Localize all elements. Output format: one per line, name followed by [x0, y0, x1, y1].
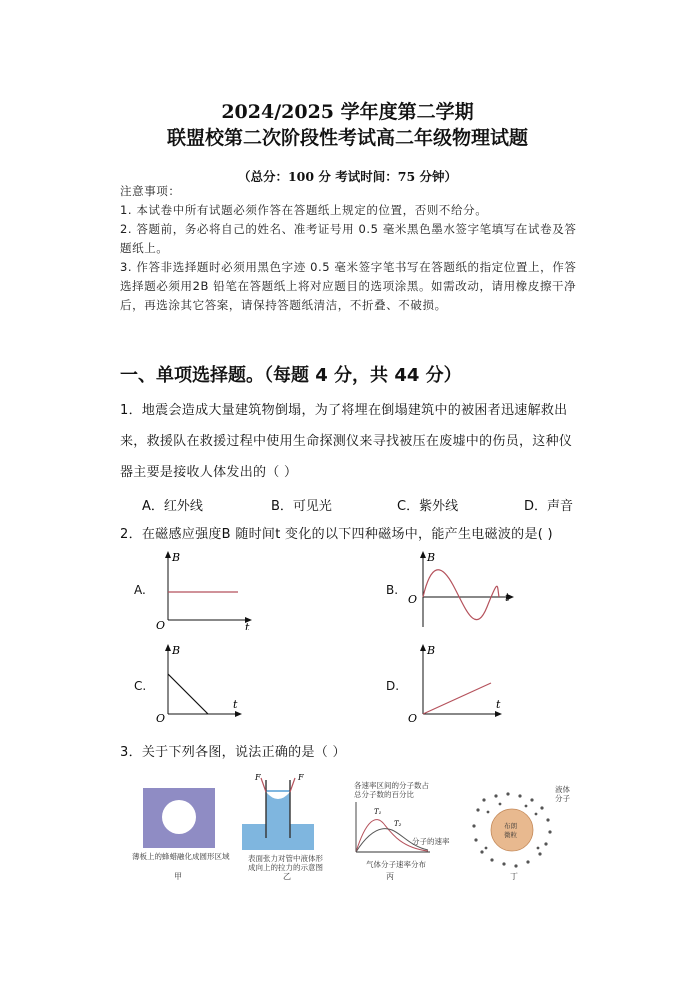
fig-ding-label: 丁	[510, 872, 518, 881]
graph-b-origin: O	[408, 593, 418, 606]
fig-jia-plate	[143, 788, 215, 848]
question-2-stem: 2．在磁感应强度B 随时间t 变化的以下四种磁场中，能产生电磁波的是( )	[120, 527, 553, 542]
exam-title-line1: 2024/2025 学年度第二学期	[221, 101, 474, 123]
notice-item-2: 2. 答题前，务必将自己的姓名、准考证号用 0.5 毫米黑色墨水签字笔填写在试卷及答题纸上。	[120, 222, 577, 255]
graph-d-origin: O	[408, 712, 418, 723]
graph-b-sine	[423, 570, 499, 620]
brownian-particle	[491, 809, 533, 851]
fig-bing-caption: 气体分子速率分布	[366, 860, 426, 869]
graph-c-b-label: B	[172, 644, 181, 657]
graph-d-b-label: B	[427, 644, 436, 657]
q1-option-d: D．声音	[524, 499, 574, 514]
q1-option-a: A．红外线	[142, 499, 203, 514]
q2-label-c: C.	[134, 679, 147, 693]
fig-ding-liquid-label: 液体分子	[555, 785, 570, 803]
q2-label-b: B.	[386, 583, 399, 597]
fig-ding-brownian	[470, 790, 556, 870]
graph-b-y-arrow	[420, 551, 426, 558]
force-arrow-right	[290, 778, 295, 792]
question-3-stem: 3．关于下列各图，说法正确的是（ ）	[120, 745, 346, 760]
fig-yi-caption: 表面张力对管中液体形成向上的拉力的示意图	[248, 854, 323, 872]
particle-label-line2: 微粒	[504, 831, 517, 839]
q1-option-c: C．紫外线	[397, 499, 459, 514]
graph-a-b-label: B	[172, 551, 181, 564]
exam-title-line2: 联盟校第二次阶段性考试高二年级物理试题	[166, 127, 528, 149]
fig-bing-distribution	[350, 800, 435, 858]
fig-bing-xlabel: 分子的速率	[412, 837, 450, 846]
fig-yi-label: 乙	[283, 872, 291, 881]
q2-graph-a	[148, 545, 258, 630]
fig-bing-label: 丙	[386, 872, 394, 881]
fig-yi-capillary	[242, 772, 314, 852]
graph-c-line	[168, 674, 208, 714]
section-title: 一、单项选择题。（每题 4 分，共 44 分）	[120, 365, 462, 386]
q2-graph-c	[150, 638, 250, 723]
label-t1: T₁	[374, 808, 382, 816]
q2-label-a: A.	[134, 583, 146, 597]
graph-b-t-label: t	[505, 591, 510, 604]
melted-wax-circle	[162, 800, 196, 834]
label-t2: T₂	[394, 820, 402, 828]
graph-c-y-arrow	[165, 644, 171, 651]
notice-item-3: 3. 作答非选择题时必须用黑色字迹 0.5 毫米签字笔书写在答题纸的指定位置上，作答选择题必须用2B 铅笔在答题纸上将对应题目的选项涂黑。如需改动，请用橡皮擦干净后，再选涂其它答案，请保持答题纸清洁，不折叠、不破损。	[120, 260, 577, 312]
graph-c-origin: O	[156, 712, 166, 723]
graph-d-x-arrow	[495, 711, 502, 717]
fig-jia-label: 甲	[174, 872, 182, 881]
q1-option-b: B．可见光	[271, 499, 332, 514]
force-arrow-left	[261, 778, 266, 792]
graph-a-origin: O	[156, 619, 166, 630]
notice-item-1: 1. 本试卷中所有试题必须作答在答题纸上规定的位置，否则不给分。	[120, 203, 488, 217]
question-1-stem: 1．地震会造成大量建筑物倒塌，为了将埋在倒塌建筑中的被困者迅速解救出来，救援队在救援过程中使用生命探测仪来寻找被压在废墟中的伤员，这种仪器主要是接收人体发出的（ ）	[120, 403, 573, 480]
graph-c-t-label: t	[233, 698, 238, 711]
notice-block	[120, 182, 585, 315]
score-info: （总分：100 分 考试时间：75 分钟）	[237, 169, 458, 184]
notice-heading: 注意事项：	[120, 184, 181, 198]
graph-a-y-arrow	[165, 551, 171, 558]
q2-label-d: D.	[386, 679, 400, 693]
graph-d-y-arrow	[420, 644, 426, 651]
graph-d-t-label: t	[496, 698, 501, 711]
graph-a-t-label: t	[245, 621, 250, 630]
particle-label-line1: 布朗	[504, 822, 517, 830]
graph-d-line	[423, 683, 491, 714]
fig-jia-caption: 薄板上的蜂蜡融化成圆形区域	[132, 852, 230, 861]
graph-b-b-label: B	[427, 551, 436, 564]
force-label-left: F	[255, 773, 261, 782]
q2-graph-b	[405, 545, 520, 630]
graph-c-x-arrow	[235, 711, 242, 717]
fig-bing-ylabel: 各速率区间的分子数占总分子数的百分比	[354, 781, 429, 799]
force-label-right: F	[298, 773, 304, 782]
q2-graph-d	[405, 638, 510, 723]
